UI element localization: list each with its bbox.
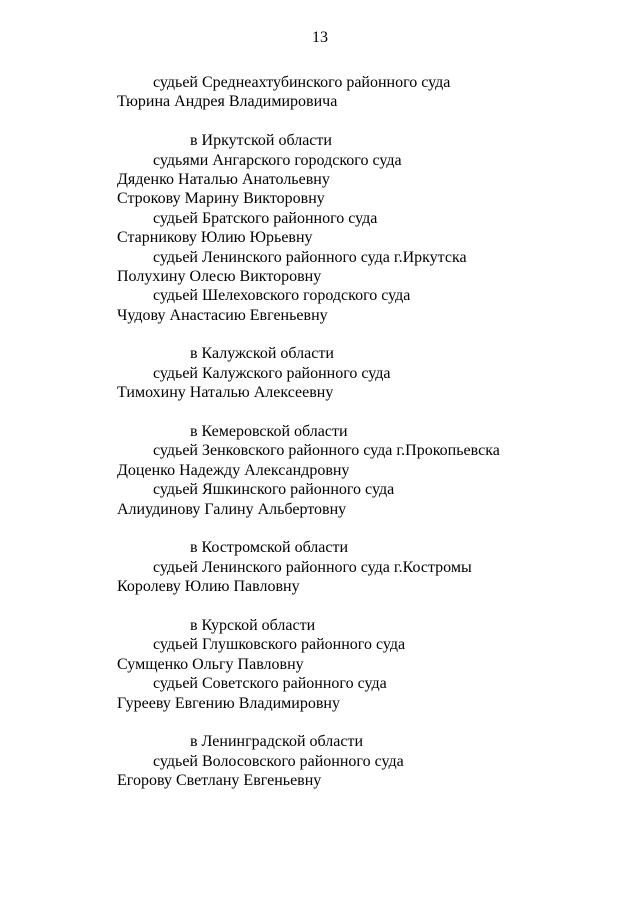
line-36: Егорову Светлану Евгеньевну xyxy=(117,772,322,790)
line-31: судьей Советского районного суда xyxy=(153,675,387,693)
line-35: судьей Волосовского районного суда xyxy=(153,752,404,770)
line-12: Чудову Анастасию Евгеньевну xyxy=(117,306,328,324)
line-4: судьями Ангарского городского суда xyxy=(153,151,402,169)
line-34: в Ленинградской области xyxy=(190,733,363,751)
line-30: Сумщенко Ольгу Павловну xyxy=(117,655,304,673)
line-13 xyxy=(0,325,640,344)
line-2 xyxy=(0,112,640,131)
line-28: в Курской области xyxy=(190,616,316,634)
line-8: Старникову Юлию Юрьевну xyxy=(117,229,313,247)
line-10: Полухину Олесю Викторовну xyxy=(117,267,322,285)
line-1: Тюрина Андрея Владимировича xyxy=(117,93,338,111)
line-17 xyxy=(0,403,640,422)
line-5: Дяденко Наталью Анатольевну xyxy=(117,170,330,188)
line-21: судьей Яшкинского районного суда xyxy=(153,481,395,499)
document-body xyxy=(0,73,640,790)
line-11: судьей Шелеховского городского суда xyxy=(153,287,411,305)
line-7: судьей Братского районного суда xyxy=(153,209,378,227)
line-32: Гурееву Евгению Владимировну xyxy=(117,694,340,712)
line-24: в Костромской области xyxy=(190,539,349,557)
line-14: в Калужской области xyxy=(190,345,334,363)
line-3: в Иркутской области xyxy=(190,132,332,150)
line-0: судьей Среднеахтубинского районного суда xyxy=(153,74,451,91)
line-19: судьей Зенковского районного суда г.Прокопьевска xyxy=(153,442,500,460)
line-22: Алиудинову Галину Альбертовну xyxy=(117,500,347,518)
line-18: в Кемеровской области xyxy=(190,423,348,441)
line-15: судьей Калужского районного суда xyxy=(153,364,391,382)
line-16: Тимохину Наталью Алексеевну xyxy=(117,384,334,402)
line-23 xyxy=(0,519,640,538)
line-27 xyxy=(0,597,640,616)
line-33 xyxy=(0,713,640,732)
page-number: 13 xyxy=(312,29,328,46)
line-25: судьей Ленинского районного суда г.Костромы xyxy=(153,558,472,576)
line-20: Доценко Надежду Александровну xyxy=(117,461,350,479)
line-29: судьей Глушковского районного суда xyxy=(153,636,406,654)
line-26: Королеву Юлию Павловну xyxy=(117,578,300,596)
line-9: судьей Ленинского районного суда г.Иркутска xyxy=(153,248,467,266)
line-6: Строкову Марину Викторовну xyxy=(117,190,325,208)
